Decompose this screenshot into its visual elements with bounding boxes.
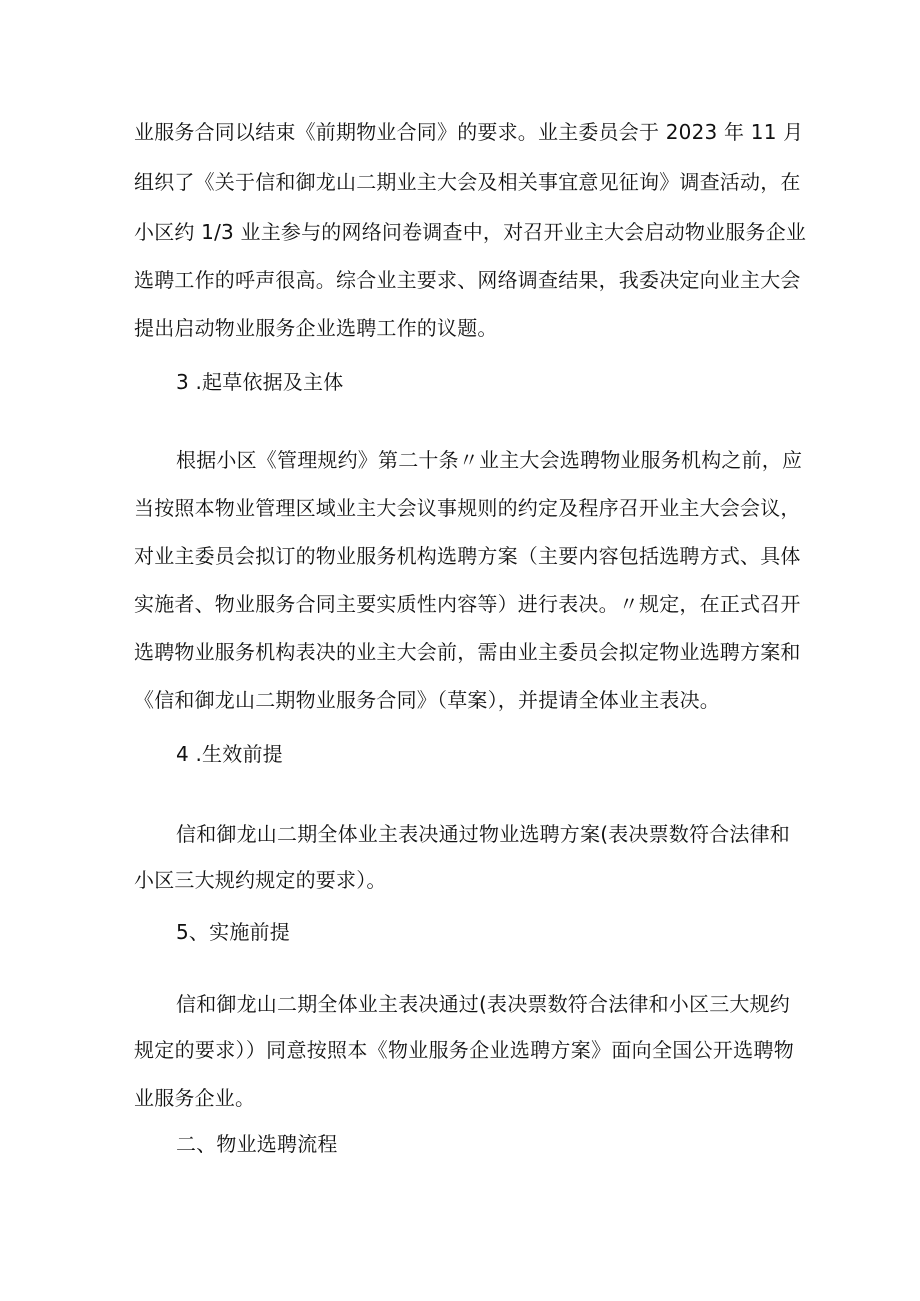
paragraph-2-line-5: 选聘物业服务机构表决的业主大会前，需由业主委员会拟定物业选聘方案和 — [134, 640, 801, 664]
paragraph-1-line-5: 提出启动物业服务企业选聘工作的议题。 — [134, 316, 498, 340]
paragraph-3-line-1: 信和御龙山二期全体业主表决通过物业选聘方案(表决票数符合法律和 — [176, 822, 791, 846]
section-heading-3: 3 .起草依据及主体 — [176, 370, 344, 394]
paragraph-3-line-2: 小区三大规约规定的要求）。 — [134, 868, 387, 892]
paragraph-4-line-3: 业服务企业。 — [134, 1086, 256, 1110]
paragraph-1-line-1: 业服务合同以结束《前期物业合同》的要求。业主委员会于 2023 年 11 月 — [134, 120, 804, 144]
paragraph-2-line-1: 根据小区《管理规约》第二十条〃业主大会选聘物业服务机构之前，应 — [176, 448, 803, 472]
paragraph-2-line-2: 当按照本物业管理区域业主大会议事规则的约定及程序召开业主大会会议， — [134, 496, 801, 520]
paragraph-2-line-3: 对业主委员会拟订的物业服务机构选聘方案（主要内容包括选聘方式、具体 — [134, 544, 801, 568]
paragraph-1-line-4: 选聘工作的呼声很高。综合业主要求、网络调查结果，我委决定向业主大会 — [134, 268, 801, 292]
paragraph-4-line-2: 规定的要求））同意按照本《物业服务企业选聘方案》面向全国公开选聘物 — [134, 1038, 794, 1062]
paragraph-2-line-6: 《信和御龙山二期物业服务合同》（草案），并提请全体业主表决。 — [134, 688, 720, 712]
paragraph-1-line-3: 小区约 1/3 业主参与的网络问卷调查中，对召开业主大会启动物业服务企业 — [134, 220, 807, 244]
section-heading-2-process: 二、物业选聘流程 — [176, 1132, 338, 1156]
section-heading-4: 4 .生效前提 — [176, 742, 283, 766]
section-heading-5: 5、实施前提 — [176, 920, 290, 944]
paragraph-4-line-1: 信和御龙山二期全体业主表决通过(表决票数符合法律和小区三大规约 — [176, 992, 791, 1016]
paragraph-2-line-4: 实施者、物业服务合同主要实质性内容等）进行表决。〃规定，在正式召开 — [134, 592, 801, 616]
paragraph-1-line-2: 组织了《关于信和御龙山二期业主大会及相关事宜意见征询》调查活动，在 — [134, 170, 801, 194]
